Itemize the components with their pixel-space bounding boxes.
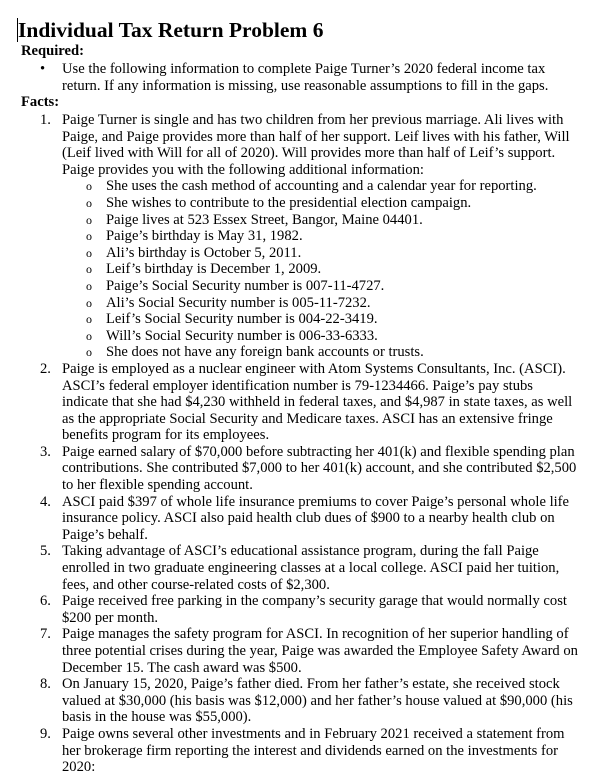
sub-list-item: o Paige lives at 523 Essex Street, Bangor, Maine 04401. (86, 211, 423, 228)
fact-text: Paige received free parking in the company’s security garage that would normally cost $200 per month. (62, 593, 567, 626)
sub-bullet-icon: o (86, 179, 92, 194)
facts-list (0, 112, 602, 776)
fact-item (0, 593, 602, 626)
sub-bullet-icon: o (86, 245, 92, 260)
sub-list-item: o She does not have any foreign bank accounts or trusts. (86, 344, 424, 361)
sub-bullet-icon: o (86, 229, 92, 244)
sub-bullet-icon: o (86, 278, 92, 293)
required-text: Use the following information to complete Paige Turner’s 2020 federal income tax return. If any information is missing, use reasonable assumptions to fill in the gaps. (62, 61, 549, 94)
sub-bullet-icon: o (86, 328, 92, 343)
fact-number: 1. (40, 112, 51, 128)
fact-number: 7. (40, 626, 51, 643)
sub-list-item: o Ali’s Social Security number is 005-11-7232. (86, 294, 371, 311)
document-title: Individual Tax Return Problem 6 (18, 18, 324, 42)
required-heading: Required: (21, 43, 84, 59)
fact-item (0, 112, 602, 361)
sub-list-item: o Ali’s birthday is October 5, 2011. (86, 244, 302, 261)
sub-bullet-icon: o (86, 195, 92, 210)
sub-bullet-icon: o (86, 295, 92, 310)
sub-bullet-icon: o (86, 212, 92, 227)
fact-text: Paige manages the safety program for ASCI. In recognition of her superior handling of three potential crises during the year, Paige was awarded the Employee Safety Award on December 15. The cash award was $500. (62, 626, 578, 676)
sub-list-item: o Leif’s Social Security number is 004-22-3419. (86, 311, 378, 328)
fact-item (0, 626, 602, 676)
sub-list-item: o Leif’s birthday is December 1, 2009. (86, 261, 322, 278)
sub-list-item: o She uses the cash method of accounting and a calendar year for reporting. (86, 178, 537, 195)
fact-text: Paige earned salary of $70,000 before subtracting her 401(k) and flexible spending plan contributions. She contributed $7,000 to her 401(k) account, and she contributed $2,500 to her flexible spending account. (62, 443, 577, 494)
fact-number: 5. (40, 543, 51, 560)
fact-number: 6. (40, 593, 51, 610)
fact-text: Paige is employed as a nuclear engineer with Atom Systems Consultants, Inc. (ASCI). ASCI’s federal employer identification number is 79-1234466. Paige’s pay stubs indicate that she had $4,230 withheld in federal taxes, and $4,987 in state taxes, as well as the appropriate Social Security and Medicare taxes. ASCI has an extensive fringe benefits program for its employees. (62, 360, 573, 444)
bullet-icon: • (40, 61, 46, 77)
fact-number: 9. (40, 725, 51, 742)
fact-number: 2. (40, 360, 51, 377)
fact-text: On January 15, 2020, Paige’s father died. From her father’s estate, she received stock valued at $30,000 (his basis was $12,000) and her father’s house valued at $90,000 (his basis in the house was $55,000). (62, 676, 573, 726)
sub-bullet-icon: o (86, 345, 92, 360)
sub-list-item: o Will’s Social Security number is 006-33-6333. (86, 327, 378, 344)
sub-list-item: o She wishes to contribute to the presidential election campaign. (86, 194, 472, 211)
sub-list-item: o Paige’s Social Security number is 007-11-4727. (86, 277, 385, 294)
fact-sublist (0, 178, 602, 361)
fact-number: 3. (40, 443, 51, 460)
fact-number: 4. (40, 493, 51, 510)
sub-bullet-icon: o (86, 262, 92, 277)
fact-text: Paige owns several other investments and in February 2021 received a statement from her brokerage firm reporting the interest and dividends earned on the investments for 2020: (62, 725, 565, 776)
facts-heading: Facts: (21, 94, 60, 110)
fact-item (0, 726, 602, 776)
fact-number: 8. (40, 676, 51, 693)
fact-item (0, 494, 602, 544)
sub-list-item: o Paige’s birthday is May 31, 1982. (86, 228, 303, 245)
fact-item (0, 444, 602, 494)
fact-text: Taking advantage of ASCI’s educational assistance program, during the fall Paige enrolled in two graduate engineering classes at a local college. ASCI paid her tuition, fees, and other course-related costs of $2,300. (62, 543, 560, 593)
fact-text: ASCI paid $397 of whole life insurance premiums to cover Paige’s personal whole life insurance policy. ASCI also paid health club dues of $900 to a nearby health club on Paige’s behalf. (62, 493, 570, 543)
fact-item (0, 543, 602, 593)
fact-text: Paige Turner is single and has two children from her previous marriage. Ali lives with Paige, and Paige provides more than half of her support. Leif lives with his father, Will (Leif lived with Will for all of 2020). Will provides more than half of Leif’s support. Paige provides you with the following additional information: (62, 112, 570, 178)
fact-item (0, 676, 602, 726)
fact-item (0, 361, 602, 444)
sub-bullet-icon: o (86, 312, 92, 327)
